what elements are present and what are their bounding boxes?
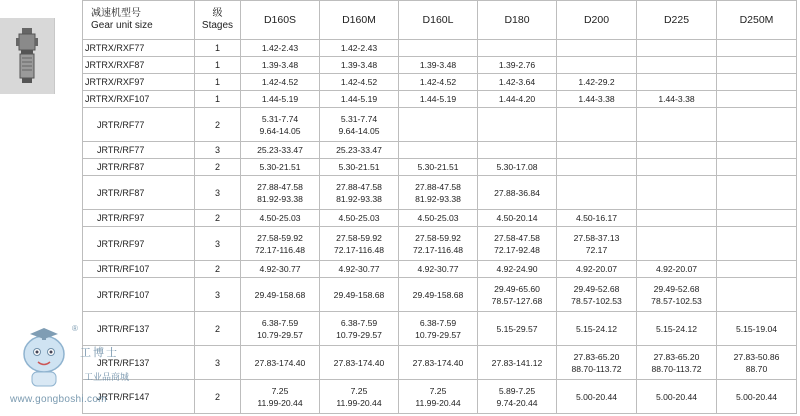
- ratio-value: 88.70-113.72: [571, 363, 622, 374]
- ratio-value: 1.39-2.76: [498, 60, 536, 70]
- unit-size-cell: JRTR/RF137: [83, 346, 195, 380]
- unit-size-cell: JRTR/RF87: [83, 159, 195, 176]
- ratio-value: 4.50-20.14: [496, 213, 538, 223]
- ratio-cell: [557, 346, 637, 380]
- table-row: [83, 346, 797, 380]
- ratio-value: 27.88-47.58: [257, 181, 303, 192]
- ratio-cell: [717, 210, 797, 227]
- table-row: [83, 74, 797, 91]
- ratio-cell: [557, 227, 637, 261]
- ratio-value: 7.25: [429, 385, 447, 396]
- ratio-cell: [717, 159, 797, 176]
- ratio-value: 29.49-158.68: [412, 289, 464, 300]
- table-row: [83, 261, 797, 278]
- stages-cell: 3: [195, 142, 241, 159]
- ratio-cell: [320, 176, 399, 210]
- ratio-value: 6.38-7.59: [340, 317, 378, 328]
- ratio-value: 9.74-20.44: [496, 397, 538, 408]
- ratio-value: 27.58-37.13: [573, 232, 620, 243]
- ratio-value: 11.99-20.44: [257, 397, 303, 408]
- ratio-cell: [320, 227, 399, 261]
- ratio-value: 6.38-7.59: [419, 317, 457, 328]
- unit-size-cell: JRTR/RF77: [83, 142, 195, 159]
- table-row: [83, 210, 797, 227]
- ratio-cell: [320, 159, 399, 176]
- ratio-cell: [399, 176, 478, 210]
- ratio-cell: [399, 91, 478, 108]
- ratio-value: 9.64-14.05: [259, 125, 301, 136]
- ratio-value: 27.88-47.58: [415, 181, 461, 192]
- ratio-cell: [399, 278, 478, 312]
- stages-cell: 3: [195, 278, 241, 312]
- ratio-cell: [557, 91, 637, 108]
- stages-cell: 1: [195, 91, 241, 108]
- ratio-value: 4.92-24.90: [496, 264, 538, 274]
- unit-size-cell: JRTRX/RXF77: [83, 40, 195, 57]
- table-row: [83, 380, 797, 414]
- unit-size-header-en: Gear unit size: [91, 20, 153, 31]
- ratio-value: 5.31-7.74: [261, 113, 299, 124]
- ratio-value: 72.17-116.48: [333, 244, 384, 255]
- unit-size-cell: JRTR/RF107: [83, 261, 195, 278]
- stages-cell: 3: [195, 176, 241, 210]
- ratio-value: 7.25: [271, 385, 289, 396]
- ratio-value: 1.44-5.19: [340, 94, 378, 104]
- ratio-value: 27.58-47.58: [494, 232, 540, 243]
- ratio-cell: [399, 159, 478, 176]
- ratio-cell: [637, 312, 717, 346]
- ratio-cell: [637, 91, 717, 108]
- unit-size-cell: JRTRX/RXF107: [83, 91, 195, 108]
- ratio-cell: [320, 108, 399, 142]
- ratio-value: 5.00-20.44: [575, 391, 618, 402]
- ratio-cell: [320, 57, 399, 74]
- ratio-value: 78.57-127.68: [491, 295, 543, 306]
- ratio-value: 1.39-3.48: [340, 60, 378, 70]
- unit-size-cell: JRTR/RF87: [83, 176, 195, 210]
- ratio-cell: [320, 142, 399, 159]
- ratio-value: 1.42-3.64: [498, 77, 536, 87]
- stages-cell: 2: [195, 380, 241, 414]
- ratio-value: 10.79-29.57: [257, 329, 303, 340]
- ratio-cell: [557, 176, 637, 210]
- ratio-value: 27.83-174.40: [412, 357, 464, 368]
- gear-spec-table: [82, 0, 797, 414]
- ratio-value: 5.30-21.51: [338, 162, 380, 172]
- ratio-cell: [478, 312, 557, 346]
- unit-size-cell: JRTR/RF97: [83, 227, 195, 261]
- ratio-value: 29.49-52.68: [653, 283, 700, 294]
- ratio-cell: [557, 57, 637, 74]
- ratio-value: 1.44-3.38: [658, 94, 695, 104]
- col-header: D200: [557, 1, 637, 40]
- ratio-value: 6.38-7.59: [261, 317, 299, 328]
- unit-size-cell: JRTRX/RXF87: [83, 57, 195, 74]
- stages-cell: 2: [195, 159, 241, 176]
- ratio-cell: [320, 210, 399, 227]
- unit-size-header-cn: 减速机型号: [91, 8, 141, 19]
- ratio-cell: [557, 210, 637, 227]
- ratio-cell: [717, 261, 797, 278]
- ratio-value: 4.92-30.77: [338, 264, 380, 274]
- table-row: [83, 227, 797, 261]
- stages-cell: 2: [195, 312, 241, 346]
- ratio-value: 7.25: [350, 385, 368, 396]
- ratio-cell: [637, 57, 717, 74]
- ratio-value: 1.42-2.43: [340, 43, 378, 53]
- col-header: D180: [478, 1, 557, 40]
- stages-cell: 3: [195, 227, 241, 261]
- ratio-value: 78.57-102.53: [651, 295, 702, 306]
- ratio-value: 4.92-30.77: [417, 264, 459, 274]
- ratio-value: 10.79-29.57: [336, 329, 382, 340]
- ratio-cell: [637, 261, 717, 278]
- ratio-cell: [241, 380, 320, 414]
- mascot-icon: [16, 326, 72, 388]
- ratio-cell: [637, 278, 717, 312]
- stages-cell: 2: [195, 210, 241, 227]
- col-header: D250M: [717, 1, 797, 40]
- ratio-value: 27.83-50.86: [733, 351, 780, 362]
- ratio-value: 29.49-158.68: [254, 289, 306, 300]
- ratio-cell: [320, 312, 399, 346]
- ratio-cell: [320, 380, 399, 414]
- ratio-value: 81.92-93.38: [336, 193, 382, 204]
- ratio-value: 27.58-59.92: [415, 232, 461, 243]
- ratio-cell: [717, 91, 797, 108]
- ratio-value: 4.50-25.03: [259, 213, 301, 223]
- ratio-cell: [478, 261, 557, 278]
- ratio-value: 81.92-93.38: [257, 193, 303, 204]
- col-header: D225: [637, 1, 717, 40]
- ratio-cell: [557, 108, 637, 142]
- ratio-value: 27.88-47.58: [336, 181, 382, 192]
- watermark-brand: 工博士: [80, 346, 119, 359]
- ratio-value: 29.49-52.68: [573, 283, 620, 294]
- col-header: D160S: [241, 1, 320, 40]
- ratio-value: 1.39-3.48: [261, 60, 299, 70]
- ratio-cell: [399, 57, 478, 74]
- ratio-value: 5.15-24.12: [655, 323, 698, 334]
- ratio-value: 1.42-4.52: [419, 77, 457, 87]
- ratio-cell: [241, 57, 320, 74]
- ratio-cell: [717, 57, 797, 74]
- ratio-cell: [637, 142, 717, 159]
- ratio-value: 88.70: [745, 363, 768, 374]
- stages-cell: 1: [195, 74, 241, 91]
- ratio-cell: [320, 40, 399, 57]
- unit-size-cell: JRTR/RF97: [83, 210, 195, 227]
- gear-motor-icon: [16, 28, 38, 84]
- ratio-value: 25.23-33.47: [257, 145, 303, 155]
- ratio-value: 4.50-25.03: [417, 213, 459, 223]
- stages-cell: 1: [195, 40, 241, 57]
- ratio-cell: [557, 312, 637, 346]
- ratio-value: 5.15-24.12: [575, 323, 618, 334]
- ratio-cell: [241, 261, 320, 278]
- ratio-cell: [478, 142, 557, 159]
- unit-size-cell: JRTR/RF137: [83, 312, 195, 346]
- ratio-value: 11.99-20.44: [415, 397, 461, 408]
- ratio-value: 5.89-7.25: [498, 385, 536, 396]
- ratio-cell: [557, 142, 637, 159]
- ratio-cell: [637, 159, 717, 176]
- stages-cell: 2: [195, 261, 241, 278]
- ratio-cell: [637, 346, 717, 380]
- ratio-value: 5.30-17.08: [496, 162, 538, 172]
- ratio-cell: [557, 159, 637, 176]
- ratio-cell: [478, 380, 557, 414]
- table-row: [83, 57, 797, 74]
- ratio-cell: [557, 261, 637, 278]
- table-row: [83, 91, 797, 108]
- ratio-value: 5.00-20.44: [655, 391, 698, 402]
- ratio-value: 27.83-65.20: [573, 351, 620, 362]
- stages-header-cn: 级: [212, 8, 223, 19]
- ratio-value: 27.83-141.12: [491, 357, 543, 368]
- ratio-value: 27.83-174.40: [254, 357, 306, 368]
- ratio-cell: [320, 261, 399, 278]
- ratio-value: 72.17-116.48: [412, 244, 463, 255]
- ratio-cell: [557, 74, 637, 91]
- ratio-value: 72.17-92.48: [494, 244, 540, 255]
- ratio-cell: [399, 346, 478, 380]
- table-row: [83, 312, 797, 346]
- ratio-cell: [478, 74, 557, 91]
- unit-size-header: [83, 1, 195, 40]
- watermark-sub: 工业品商城: [84, 372, 130, 382]
- ratio-cell: [399, 380, 478, 414]
- stages-header: [195, 1, 241, 40]
- ratio-value: 5.15-19.04: [735, 323, 778, 334]
- ratio-value: 27.83-174.40: [333, 357, 385, 368]
- stages-cell: 1: [195, 57, 241, 74]
- ratio-cell: [478, 176, 557, 210]
- table-row: [83, 108, 797, 142]
- watermark-url: www.gongboshi.com: [10, 394, 107, 405]
- ratio-cell: [478, 227, 557, 261]
- ratio-value: 78.57-102.53: [571, 295, 622, 306]
- ratio-value: 4.50-16.17: [575, 213, 618, 223]
- ratio-cell: [241, 278, 320, 312]
- ratio-cell: [637, 108, 717, 142]
- ratio-value: 5.00-20.44: [735, 391, 778, 402]
- unit-size-cell: JRTRX/RXF97: [83, 74, 195, 91]
- ratio-cell: [478, 91, 557, 108]
- ratio-cell: [717, 74, 797, 91]
- stages-header-en: Stages: [201, 20, 234, 31]
- ratio-cell: [478, 159, 557, 176]
- ratio-cell: [717, 142, 797, 159]
- ratio-cell: [478, 108, 557, 142]
- ratio-cell: [557, 380, 637, 414]
- ratio-cell: [557, 40, 637, 57]
- ratio-cell: [399, 74, 478, 91]
- ratio-value: 72.17-116.48: [254, 244, 305, 255]
- table-row: [83, 159, 797, 176]
- ratio-value: 1.42-2.43: [261, 43, 299, 53]
- ratio-cell: [717, 108, 797, 142]
- stages-cell: 2: [195, 108, 241, 142]
- ratio-cell: [399, 227, 478, 261]
- table-row: [83, 40, 797, 57]
- ratio-value: 1.44-3.38: [578, 94, 615, 104]
- col-header: D160M: [320, 1, 399, 40]
- ratio-value: 1.39-3.48: [419, 60, 457, 70]
- ratio-cell: [241, 91, 320, 108]
- ratio-value: 1.42-4.52: [261, 77, 299, 87]
- side-tab: [0, 18, 55, 94]
- ratio-cell: [717, 312, 797, 346]
- ratio-cell: [478, 57, 557, 74]
- ratio-value: 11.99-20.44: [336, 397, 382, 408]
- ratio-value: 29.49-65.60: [494, 283, 540, 294]
- ratio-cell: [478, 210, 557, 227]
- ratio-cell: [320, 278, 399, 312]
- ratio-value: 27.83-65.20: [653, 351, 700, 362]
- ratio-value: 72.17: [585, 244, 608, 255]
- ratio-value: 9.64-14.05: [338, 125, 380, 136]
- ratio-cell: [399, 312, 478, 346]
- unit-size-cell: JRTR/RF107: [83, 278, 195, 312]
- ratio-cell: [717, 40, 797, 57]
- ratio-cell: [399, 210, 478, 227]
- ratio-value: 4.92-30.77: [259, 264, 301, 274]
- ratio-cell: [637, 74, 717, 91]
- ratio-value: 1.42-4.52: [340, 77, 378, 87]
- ratio-value: 10.79-29.57: [415, 329, 461, 340]
- ratio-value: 4.92-20.07: [575, 264, 618, 274]
- ratio-value: 1.42-29.2: [578, 77, 615, 87]
- ratio-value: 1.44-5.19: [261, 94, 299, 104]
- unit-size-cell: JRTR/RF147: [83, 380, 195, 414]
- ratio-cell: [637, 380, 717, 414]
- ratio-cell: [241, 210, 320, 227]
- ratio-cell: [241, 346, 320, 380]
- ratio-value: 5.15-29.57: [496, 323, 538, 334]
- ratio-cell: [637, 227, 717, 261]
- ratio-value: 27.58-59.92: [336, 232, 382, 243]
- ratio-cell: [478, 346, 557, 380]
- ratio-cell: [717, 176, 797, 210]
- ratio-cell: [241, 312, 320, 346]
- table-row: [83, 278, 797, 312]
- ratio-cell: [399, 40, 478, 57]
- ratio-value: 5.31-7.74: [340, 113, 378, 124]
- ratio-value: 5.30-21.51: [417, 162, 459, 172]
- table-row: [83, 176, 797, 210]
- ratio-cell: [717, 227, 797, 261]
- ratio-value: 1.44-5.19: [419, 94, 457, 104]
- ratio-cell: [637, 176, 717, 210]
- ratio-value: 81.92-93.38: [415, 193, 461, 204]
- ratio-cell: [241, 142, 320, 159]
- ratio-cell: [399, 108, 478, 142]
- ratio-cell: [717, 346, 797, 380]
- ratio-cell: [241, 74, 320, 91]
- ratio-value: 4.92-20.07: [655, 264, 698, 274]
- table-row: [83, 142, 797, 159]
- ratio-value: 27.88-36.84: [494, 187, 540, 198]
- ratio-cell: [241, 227, 320, 261]
- ratio-cell: [320, 91, 399, 108]
- ratio-value: 4.50-25.03: [338, 213, 380, 223]
- ratio-value: 1.44-4.20: [498, 94, 536, 104]
- stages-cell: 3: [195, 346, 241, 380]
- registered-mark: ®: [72, 324, 78, 333]
- ratio-cell: [241, 176, 320, 210]
- table-header-row: [83, 1, 797, 40]
- ratio-cell: [637, 40, 717, 57]
- ratio-value: 27.58-59.92: [257, 232, 303, 243]
- ratio-cell: [478, 40, 557, 57]
- ratio-value: 88.70-113.72: [651, 363, 702, 374]
- ratio-cell: [399, 142, 478, 159]
- col-header: D160L: [399, 1, 478, 40]
- ratio-value: 25.23-33.47: [336, 145, 382, 155]
- ratio-cell: [399, 261, 478, 278]
- ratio-cell: [478, 278, 557, 312]
- ratio-value: 5.30-21.51: [259, 162, 301, 172]
- ratio-cell: [241, 159, 320, 176]
- ratio-cell: [557, 278, 637, 312]
- ratio-cell: [241, 40, 320, 57]
- ratio-cell: [241, 108, 320, 142]
- unit-size-cell: JRTR/RF77: [83, 108, 195, 142]
- ratio-cell: [637, 210, 717, 227]
- ratio-cell: [320, 346, 399, 380]
- ratio-cell: [717, 380, 797, 414]
- ratio-cell: [320, 74, 399, 91]
- ratio-cell: [717, 278, 797, 312]
- ratio-value: 29.49-158.68: [333, 289, 385, 300]
